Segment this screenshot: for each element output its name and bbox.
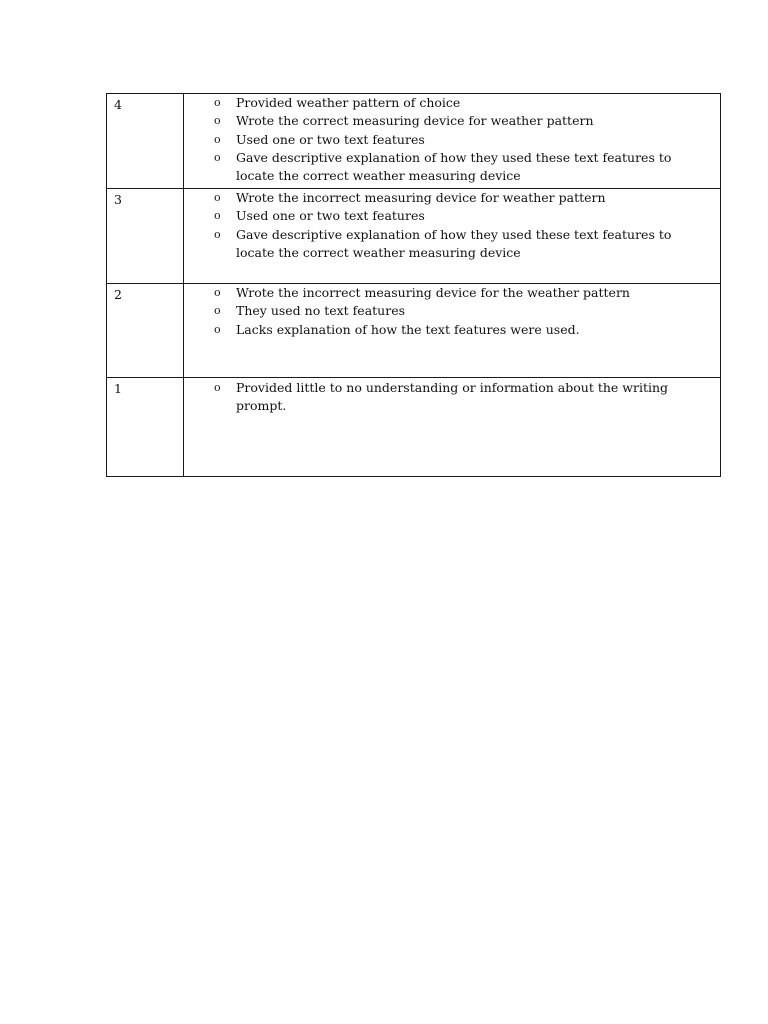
criteria-item [184, 284, 720, 302]
score-value: 3 [114, 192, 122, 207]
hollow-bullet-icon: o [214, 227, 221, 241]
criteria-text: Provided little to no understanding or information about the writing prompt. [236, 380, 669, 414]
criteria-item [184, 94, 720, 112]
criteria-text: Provided weather pattern of choice [236, 95, 461, 110]
score-cell [107, 189, 184, 284]
score-value: 2 [114, 287, 122, 302]
hollow-bullet-icon: o [214, 322, 221, 336]
rubric-row-3 [107, 189, 721, 284]
rubric-table [106, 93, 721, 477]
criteria-text: Wrote the incorrect measuring device for the weather pattern [236, 285, 630, 300]
criteria-text: Wrote the correct measuring device for weather pattern [236, 113, 594, 129]
criteria-list [184, 94, 720, 185]
criteria-item [184, 189, 720, 207]
criteria-item [184, 321, 720, 339]
criteria-list [184, 189, 720, 262]
criteria-item [184, 207, 720, 225]
score-cell [107, 284, 184, 378]
criteria-text: Gave descriptive explanation of how they used these text features to locate the correct weather measuring device [236, 149, 672, 184]
criteria-item [184, 149, 720, 186]
hollow-bullet-icon: o [214, 209, 221, 223]
criteria-text: Gave descriptive explanation of how they used these text features to locate the correct weather measuring device [236, 226, 672, 260]
hollow-bullet-icon: o [214, 150, 221, 164]
rubric-row-1 [107, 378, 721, 477]
criteria-cell [184, 94, 721, 189]
criteria-item [184, 302, 720, 320]
hollow-bullet-icon: o [214, 114, 221, 128]
criteria-item [184, 379, 720, 416]
hollow-bullet-icon: o [214, 132, 221, 146]
hollow-bullet-icon: o [214, 304, 221, 318]
criteria-list [184, 378, 720, 416]
score-cell [107, 94, 184, 189]
criteria-text: Lacks explanation of how the text features were used. [236, 321, 580, 337]
criteria-cell [184, 189, 721, 284]
rubric-row-4 [107, 94, 721, 189]
criteria-list [184, 284, 720, 339]
criteria-text: They used no text features [236, 303, 406, 319]
criteria-item [184, 112, 720, 130]
score-cell [107, 378, 184, 477]
hollow-bullet-icon: o [214, 96, 221, 109]
score-value: 1 [114, 381, 122, 396]
criteria-text: Used one or two text features [236, 208, 425, 224]
rubric-row-2 [107, 284, 721, 378]
criteria-text: Used one or two text features [236, 131, 425, 147]
hollow-bullet-icon: o [214, 286, 221, 299]
criteria-cell [184, 378, 721, 477]
score-value: 4 [114, 97, 122, 112]
criteria-cell [184, 284, 721, 378]
hollow-bullet-icon: o [214, 191, 221, 204]
hollow-bullet-icon: o [214, 381, 221, 394]
criteria-item [184, 131, 720, 149]
criteria-item [184, 226, 720, 263]
criteria-text: Wrote the incorrect measuring device for weather pattern [236, 190, 606, 205]
